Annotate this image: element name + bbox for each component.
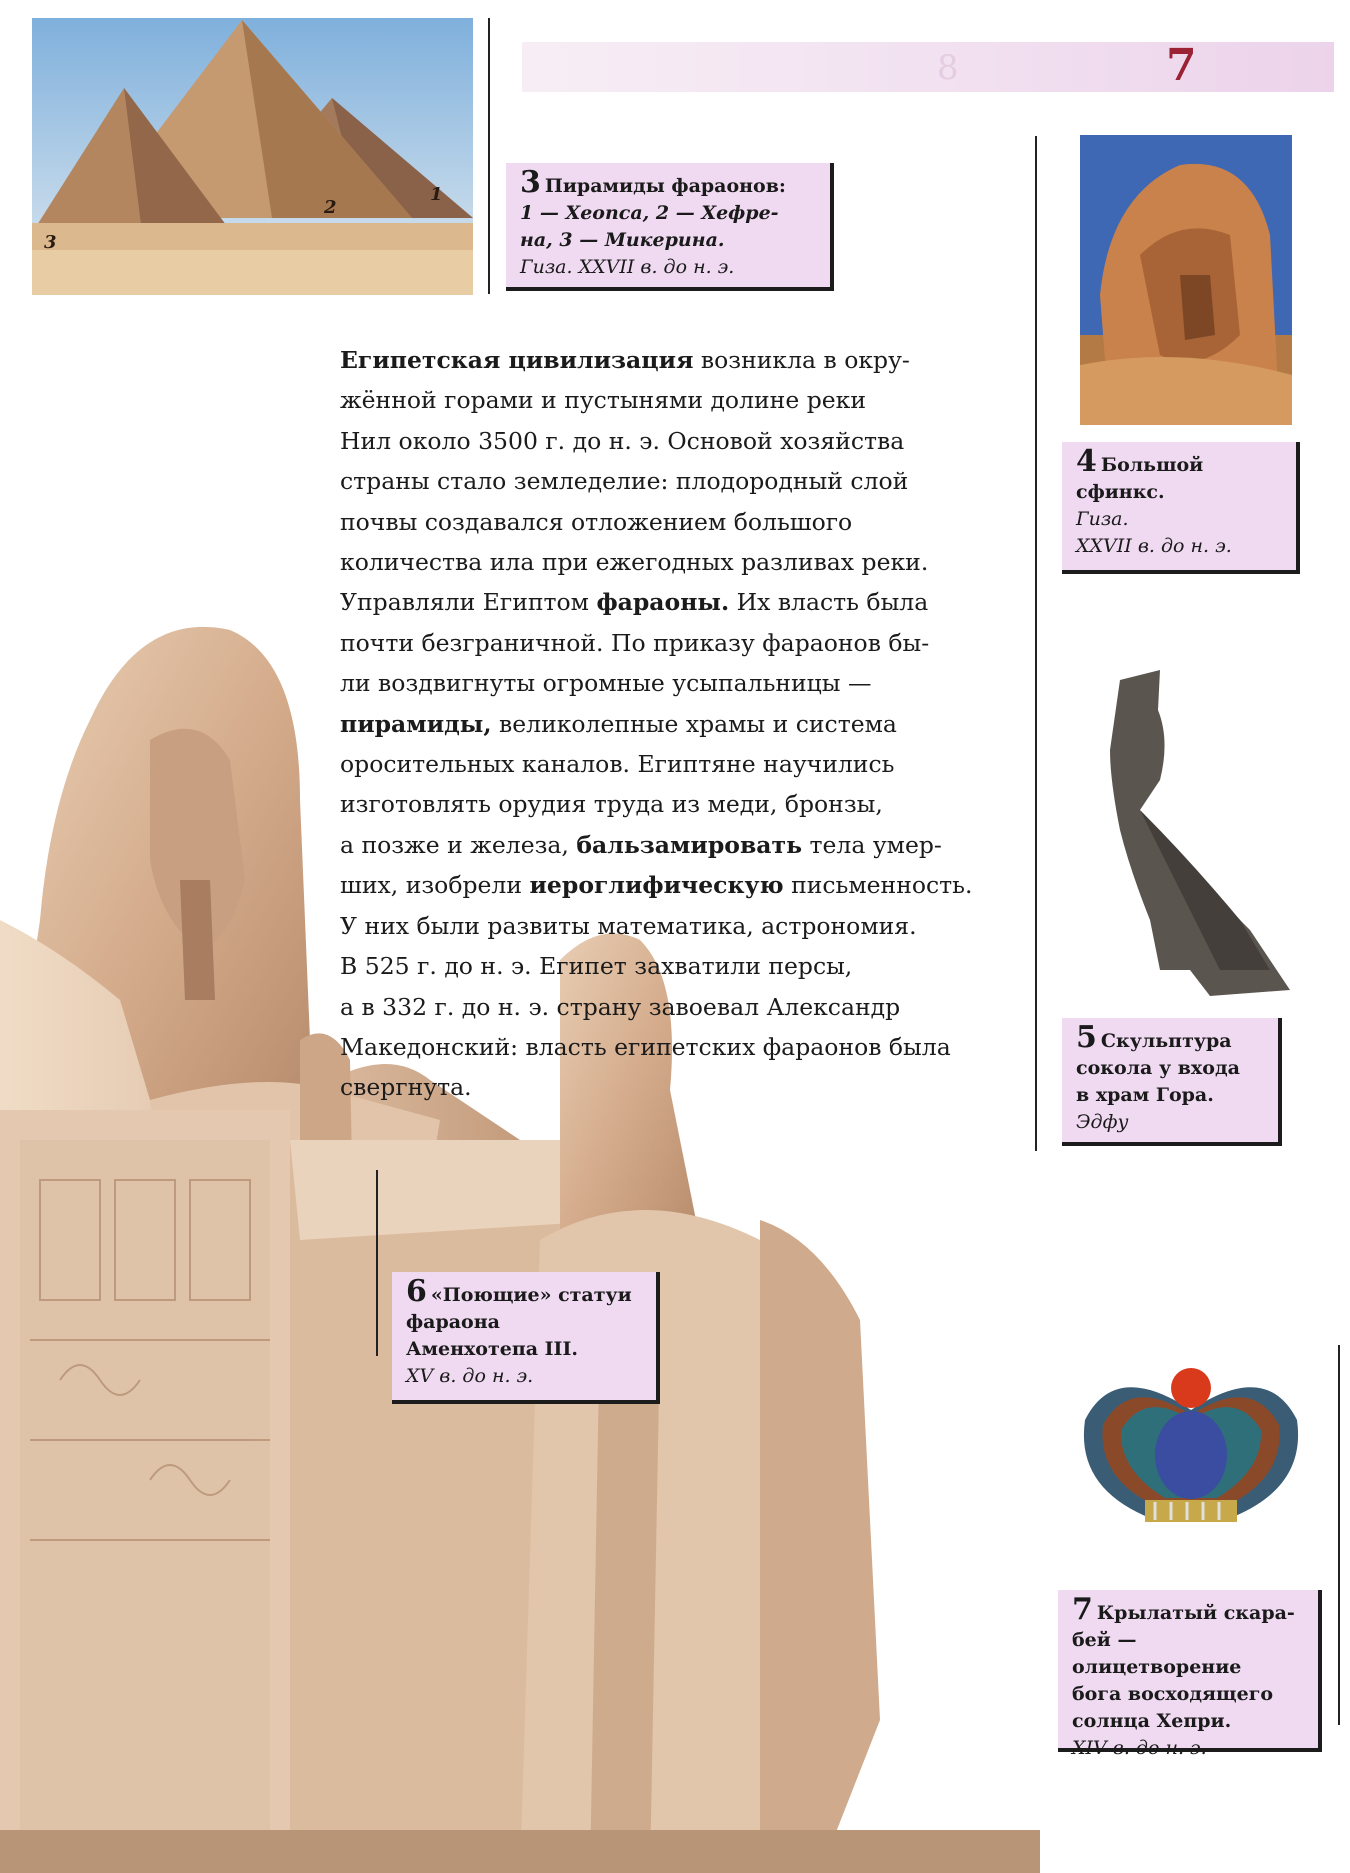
term-embalm: бальзамировать <box>576 830 803 859</box>
term-egyptian-civilization: Египетская цивилизация <box>340 346 694 374</box>
term-pyramids: пирамиды, <box>340 709 492 738</box>
divider-statues <box>376 1170 378 1356</box>
caption-title: в храм Гора. <box>1076 1084 1214 1106</box>
text-line: почти безграничной. По приказу фараонов бы- <box>340 628 930 657</box>
text-line: У них были развиты математика, астрономия. <box>340 911 917 940</box>
text-line: а в 332 г. до н. э. страну завоевал Александр <box>340 992 901 1021</box>
caption-title: Скульптура <box>1100 1030 1232 1052</box>
caption-place: Гиза. XXVII в. до н. э. <box>520 256 735 278</box>
pyramid-marker-2: 2 <box>324 197 337 218</box>
caption-line: на, 3 — Микерина. <box>520 229 725 251</box>
falcon-sculpture-image <box>1080 670 1296 1000</box>
text-line: свергнута. <box>340 1073 472 1102</box>
caption-number: 3 <box>520 165 541 200</box>
text-line: тела умер- <box>802 830 942 859</box>
pyramids-image <box>32 18 473 295</box>
text-line: ли воздвигнуты огромные усыпальницы — <box>340 669 872 698</box>
text-line: а позже и железа, <box>340 830 577 859</box>
caption-statues <box>392 1272 660 1404</box>
text-line: почвы создавался отложением большого <box>340 507 853 536</box>
divider-right-bottom <box>1338 1345 1340 1725</box>
divider-pyramids <box>488 18 490 294</box>
caption-place: XV в. до н. э. <box>406 1365 534 1387</box>
caption-number: 5 <box>1076 1020 1097 1055</box>
text-line: количества ила при ежегодных разливах реки. <box>340 548 929 577</box>
caption-place: XIV в. до н. э. <box>1072 1737 1207 1759</box>
text-line: В 525 г. до н. э. Египет захватили персы, <box>340 952 853 981</box>
caption-pyramids <box>506 163 834 291</box>
page-number: 7 <box>1166 40 1197 91</box>
caption-title: «Поющие» статуи <box>430 1284 632 1306</box>
caption-title: Пирамиды фараонов: <box>544 175 786 197</box>
main-paragraph <box>340 340 1020 1108</box>
caption-number: 7 <box>1072 1592 1093 1627</box>
caption-number: 6 <box>406 1274 427 1309</box>
header-band <box>522 42 1334 92</box>
caption-title: бога восходящего <box>1072 1683 1274 1705</box>
caption-title: Крылатый скара- <box>1096 1602 1295 1624</box>
text-line: страны стало земледелие: плодородный слой <box>340 467 909 496</box>
caption-title: бей — олицетворение <box>1072 1629 1242 1678</box>
text-line: Управляли Египтом <box>340 588 597 617</box>
text-line: жённой горами и пустынями долине реки <box>340 386 866 415</box>
header-ghost-number: 8 <box>937 48 959 88</box>
caption-place: Эдфу <box>1076 1111 1129 1133</box>
text-line: письменность. <box>783 871 973 900</box>
caption-place: XXVII в. до н. э. <box>1076 535 1232 557</box>
caption-line: 1 — Хеопса, 2 — Хефре- <box>520 202 779 224</box>
text-line: великолепные храмы и система <box>491 709 897 738</box>
sphinx-image <box>1080 135 1292 425</box>
pyramid-marker-1: 1 <box>430 184 443 205</box>
caption-falcon <box>1062 1018 1282 1146</box>
text-line: Их власть была <box>729 588 929 617</box>
term-hieroglyphic: иероглифическую <box>529 871 784 900</box>
pyramid-marker-3: 3 <box>44 232 57 253</box>
text-line: оросительных каналов. Египтяне научились <box>340 750 895 779</box>
caption-scarab <box>1058 1590 1322 1759</box>
caption-number: 4 <box>1076 444 1097 479</box>
text-line: ших, изобрели <box>340 871 530 900</box>
text-line: возникла в окру- <box>693 346 910 374</box>
caption-sphinx <box>1062 442 1300 574</box>
caption-title: Большой сфинкс. <box>1076 454 1204 503</box>
caption-place: Гиза. <box>1076 508 1129 530</box>
text-line: Македонский: власть египетских фараонов была <box>340 1032 951 1061</box>
caption-title: фараона <box>406 1311 500 1333</box>
winged-scarab-image <box>1075 1360 1307 1530</box>
term-pharaohs: фараоны. <box>596 588 730 617</box>
caption-title: сокола у входа <box>1076 1057 1240 1079</box>
caption-title: солнца Хепри. <box>1072 1710 1232 1732</box>
text-line: изготовлять орудия труда из меди, бронзы, <box>340 790 883 819</box>
text-line: Нил около 3500 г. до н. э. Основой хозяйства <box>340 426 905 455</box>
caption-title: Аменхотепа III. <box>406 1338 578 1360</box>
